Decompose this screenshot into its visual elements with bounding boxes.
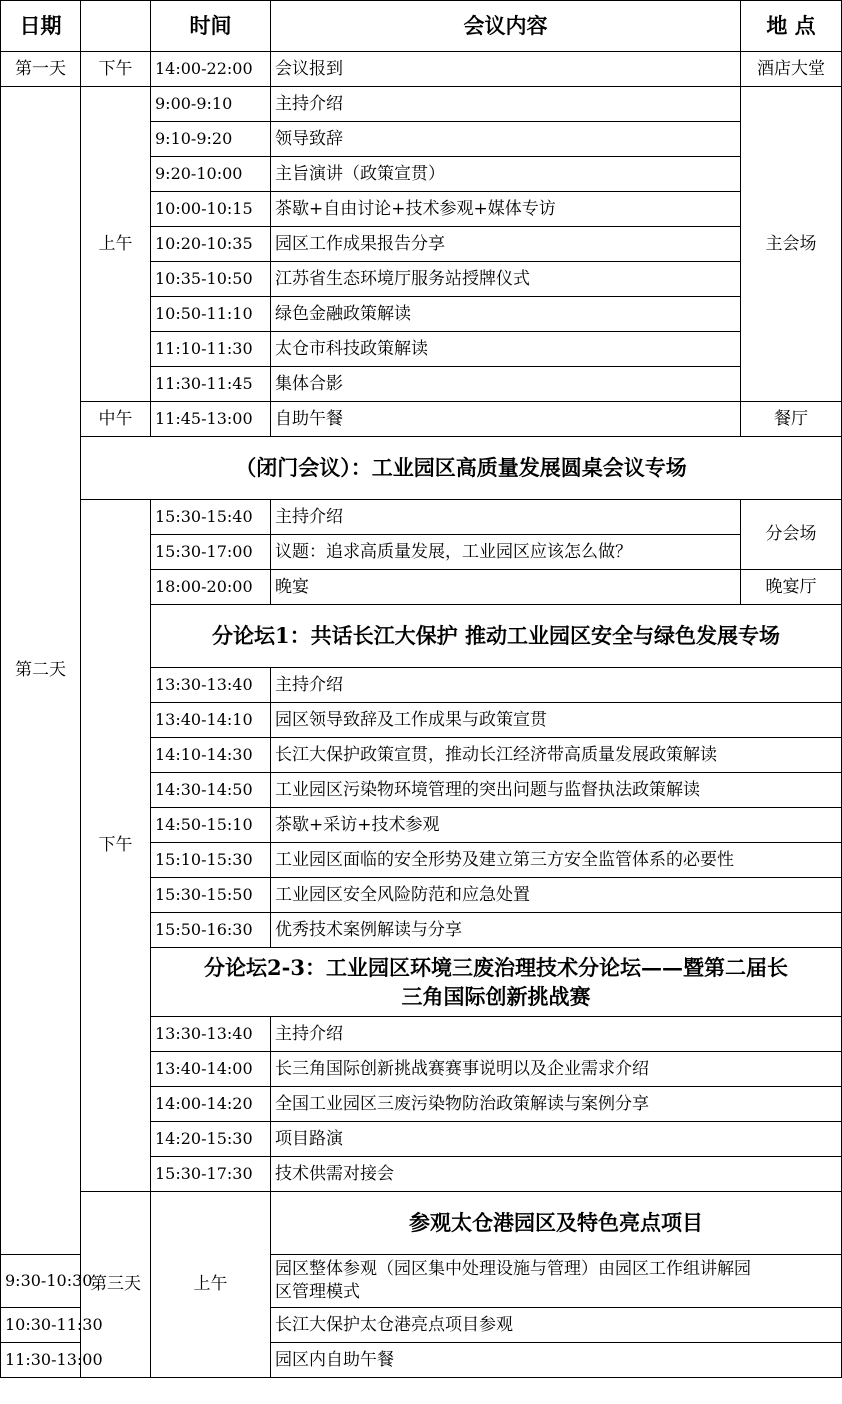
time-cell: 9:10-9:20	[151, 122, 271, 157]
location-cell: 餐厅	[741, 402, 842, 437]
content-cell: 园区领导致辞及工作成果与政策宣贯	[271, 703, 842, 738]
forum1-banner: 分论坛1：共话长江大保护 推动工业园区安全与绿色发展专场	[151, 605, 842, 668]
content-cell: 集体合影	[271, 367, 741, 402]
content-cell: 领导致辞	[271, 122, 741, 157]
content-cell: 主旨演讲（政策宣贯）	[271, 157, 741, 192]
time-cell: 13:40-14:10	[151, 703, 271, 738]
content-cell: 优秀技术案例解读与分享	[271, 913, 842, 948]
time-cell: 13:30-13:40	[151, 1017, 271, 1052]
location-cell: 晚宴厅	[741, 570, 842, 605]
time-cell: 14:20-15:30	[151, 1122, 271, 1157]
period-label: 上午	[151, 1192, 271, 1378]
time-cell: 13:40-14:00	[151, 1052, 271, 1087]
content-cell: 绿色金融政策解读	[271, 297, 741, 332]
forum2-banner	[151, 948, 842, 1017]
time-cell: 14:00-22:00	[151, 52, 271, 87]
day-label: 第一天	[1, 52, 81, 87]
table-row	[1, 52, 842, 87]
table-row	[1, 402, 842, 437]
visit-banner: 参观太仓港园区及特色亮点项目	[271, 1192, 842, 1255]
table-row	[1, 87, 842, 122]
content-cell: 主持介绍	[271, 668, 842, 703]
location-cell: 主会场	[741, 87, 842, 402]
section-banner-row	[1, 1192, 842, 1255]
content-cell: 全国工业园区三废污染物防治政策解读与案例分享	[271, 1087, 842, 1122]
content-cell: 晚宴	[271, 570, 741, 605]
time-cell: 10:20-10:35	[151, 227, 271, 262]
time-cell: 10:35-10:50	[151, 262, 271, 297]
content-cell: 议题：追求高质量发展，工业园区应该怎么做？	[271, 535, 741, 570]
time-cell: 11:10-11:30	[151, 332, 271, 367]
header-time: 时间	[151, 1, 271, 52]
day-label: 第二天	[1, 87, 81, 1255]
time-cell: 11:30-11:45	[151, 367, 271, 402]
forum2-banner-line1: 分论坛2-3：工业园区环境三废治理技术分论坛——暨第二届长	[204, 954, 788, 980]
content-cell: 主持介绍	[271, 500, 741, 535]
location-cell: 酒店大堂	[741, 52, 842, 87]
time-cell: 15:30-15:50	[151, 878, 271, 913]
content-line2: 区管理模式	[275, 1282, 360, 1302]
period-label: 下午	[81, 500, 151, 1192]
time-cell: 14:00-14:20	[151, 1087, 271, 1122]
time-cell: 10:00-10:15	[151, 192, 271, 227]
time-cell: 14:10-14:30	[151, 738, 271, 773]
time-cell: 10:50-11:10	[151, 297, 271, 332]
header-row	[1, 1, 842, 52]
time-cell: 14:50-15:10	[151, 808, 271, 843]
content-cell: 长江大保护政策宣贯，推动长江经济带高质量发展政策解读	[271, 738, 842, 773]
day-label: 第三天	[81, 1192, 151, 1378]
time-cell: 10:30-11:30	[1, 1308, 81, 1343]
content-cell: 自助午餐	[271, 402, 741, 437]
time-cell: 14:30-14:50	[151, 773, 271, 808]
time-cell: 13:30-13:40	[151, 668, 271, 703]
content-line1: 园区整体参观（园区集中处理设施与管理）由园区工作组讲解园	[275, 1259, 751, 1280]
content-cell: 长江大保护太仓港亮点项目参观	[271, 1308, 842, 1343]
forum2-banner-line2: 三角国际创新挑战赛	[401, 984, 591, 1009]
content-cell: 茶歇+采访+技术参观	[271, 808, 842, 843]
content-cell: 工业园区污染物环境管理的突出问题与监督执法政策解读	[271, 773, 842, 808]
time-cell: 11:30-13:00	[1, 1343, 81, 1378]
content-cell: 园区工作成果报告分享	[271, 227, 741, 262]
time-cell: 11:45-13:00	[151, 402, 271, 437]
content-cell: 茶歇+自由讨论+技术参观+媒体专访	[271, 192, 741, 227]
content-cell: 项目路演	[271, 1122, 842, 1157]
content-cell: 技术供需对接会	[271, 1157, 842, 1192]
content-cell: 江苏省生态环境厅服务站授牌仪式	[271, 262, 741, 297]
time-cell: 15:10-15:30	[151, 843, 271, 878]
time-cell: 9:30-10:30	[1, 1255, 81, 1308]
table-row	[1, 500, 842, 535]
location-cell: 分会场	[741, 500, 842, 570]
time-cell: 15:30-15:40	[151, 500, 271, 535]
period-label: 下午	[81, 52, 151, 87]
content-cell	[271, 1255, 842, 1308]
section-banner-row	[1, 437, 842, 500]
time-cell: 18:00-20:00	[151, 570, 271, 605]
header-date: 日期	[1, 1, 81, 52]
content-cell: 园区内自助午餐	[271, 1343, 842, 1378]
content-cell: 会议报到	[271, 52, 741, 87]
content-cell: 工业园区面临的安全形势及建立第三方安全监管体系的必要性	[271, 843, 842, 878]
closed-meeting-banner: （闭门会议）：工业园区高质量发展圆桌会议专场	[81, 437, 842, 500]
time-cell: 15:30-17:30	[151, 1157, 271, 1192]
time-cell: 15:50-16:30	[151, 913, 271, 948]
time-cell: 9:00-9:10	[151, 87, 271, 122]
time-cell: 9:20-10:00	[151, 157, 271, 192]
period-label: 上午	[81, 87, 151, 402]
content-cell: 主持介绍	[271, 1017, 842, 1052]
period-label: 中午	[81, 402, 151, 437]
content-cell: 工业园区安全风险防范和应急处置	[271, 878, 842, 913]
content-cell: 太仓市科技政策解读	[271, 332, 741, 367]
header-location: 地 点	[741, 1, 842, 52]
header-period	[81, 1, 151, 52]
content-cell: 主持介绍	[271, 87, 741, 122]
time-cell: 15:30-17:00	[151, 535, 271, 570]
header-content: 会议内容	[271, 1, 741, 52]
content-cell: 长三角国际创新挑战赛赛事说明以及企业需求介绍	[271, 1052, 842, 1087]
